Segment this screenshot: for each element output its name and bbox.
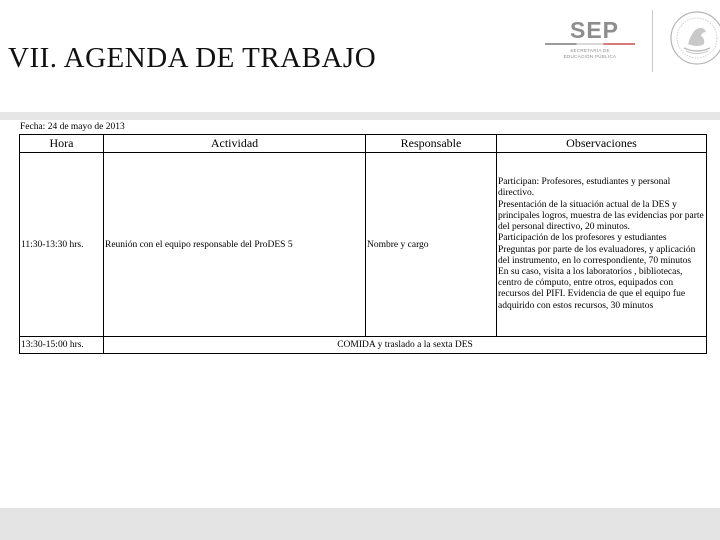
agenda-table <box>19 134 707 354</box>
logo-divider <box>652 10 653 72</box>
cell-hora: 13:30-15:00 hrs. <box>20 337 104 354</box>
header-hora: Hora <box>20 135 104 153</box>
table-row <box>20 153 707 337</box>
header-responsable: Responsable <box>366 135 497 153</box>
observation-line: Participación de los profesores y estudiantes <box>498 233 667 244</box>
sep-logo <box>540 12 640 92</box>
slide-header <box>0 0 720 112</box>
sep-subtitle-line2: EDUCACIÓN PÚBLICA <box>563 54 617 59</box>
mexican-coat-of-arms-seal-icon <box>668 8 720 68</box>
observation-line: En su caso, visita a los laboratorios , bibliotecas, centro de cómputo, entre otros, equipados con recursos del PIFI. Evidencia de que el equipo fue adquirido con estos recursos, 30 minutos <box>498 266 686 311</box>
cell-hora: 11:30-13:30 hrs. <box>20 153 104 337</box>
footer-gray-band <box>0 508 720 540</box>
cell-responsable: Nombre y cargo <box>366 153 497 337</box>
table-header-row <box>20 135 707 153</box>
header-gray-band <box>0 112 720 120</box>
cell-merged-activity: COMIDA y traslado a la sexta DES <box>104 337 707 354</box>
header-observaciones: Observaciones <box>497 135 707 153</box>
observation-line: Participan: Profesores, estudiantes y personal directivo. <box>498 177 671 199</box>
sep-logo-subtitle <box>540 48 640 60</box>
observation-line: Presentación de la situación actual de la DES y principales logros, muestra de las evidencias por parte del personal directivo, 20 minutos. <box>498 199 704 233</box>
page-title: VII. AGENDA DE TRABAJO <box>8 42 377 74</box>
table-row <box>20 337 707 354</box>
date-label: Fecha: 24 de mayo de 2013 <box>20 122 125 132</box>
cell-observaciones <box>497 153 707 337</box>
sep-logo-bar <box>545 43 635 45</box>
cell-actividad: Reunión con el equipo responsable del ProDES 5 <box>104 153 366 337</box>
sep-logo-text: SEP <box>570 17 620 43</box>
sep-subtitle-line1: SECRETARÍA DE <box>570 48 610 53</box>
header-actividad: Actividad <box>104 135 366 153</box>
observation-line: Preguntas por parte de los evaluadores, y aplicación del instrumento, en lo correspondiente, 70 minutos <box>498 244 696 266</box>
